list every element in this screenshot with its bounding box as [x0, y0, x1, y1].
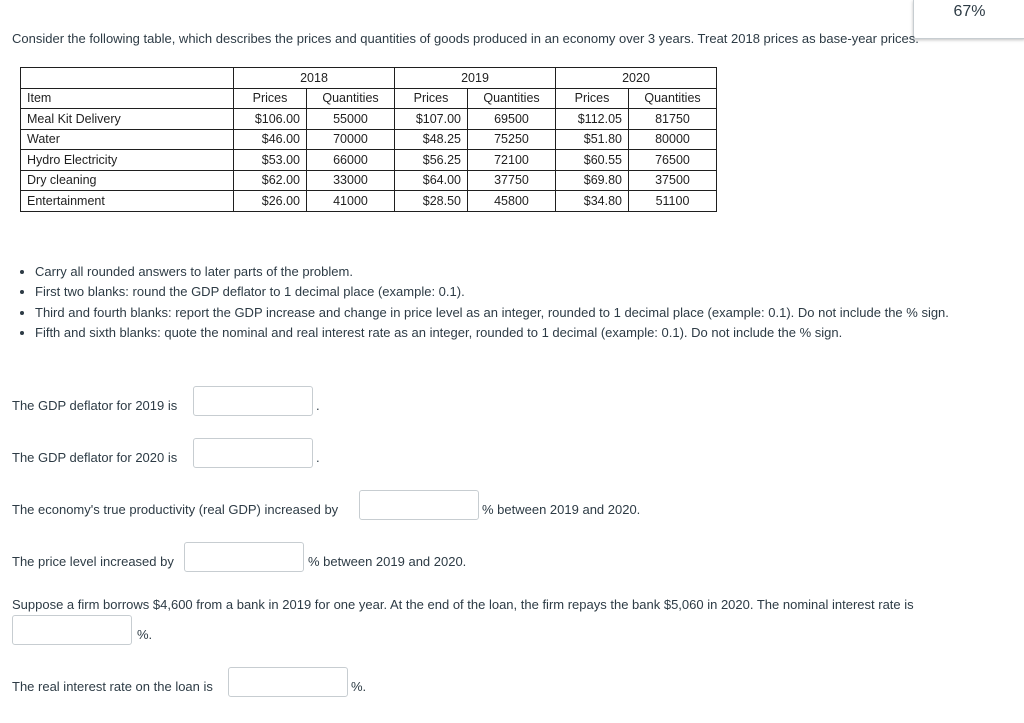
price-cell: $64.00	[395, 170, 468, 191]
price-cell: $62.00	[234, 170, 307, 191]
quantity-cell: 37500	[629, 170, 717, 191]
zoom-level: 67%	[913, 0, 1024, 39]
column-header: Prices	[234, 88, 307, 109]
quantity-cell: 37750	[468, 170, 556, 191]
real-gdp-increase-input[interactable]	[359, 490, 479, 520]
price-cell: $48.25	[395, 129, 468, 150]
item-name: Water	[21, 129, 234, 150]
q1-suffix: .	[316, 398, 320, 413]
quantity-cell: 45800	[468, 191, 556, 212]
instructions-list	[0, 262, 1015, 343]
year-header: 2018	[234, 68, 395, 89]
quantity-cell: 75250	[468, 129, 556, 150]
item-name: Hydro Electricity	[21, 150, 234, 171]
q4-suffix: % between 2019 and 2020.	[308, 554, 467, 569]
q2-label: The GDP deflator for 2020 is	[12, 450, 178, 465]
year-header: 2020	[556, 68, 717, 89]
price-cell: $51.80	[556, 129, 629, 150]
column-header: Prices	[395, 88, 468, 109]
q6-label: The real interest rate on the loan is	[12, 679, 213, 694]
q4-label: The price level increased by	[12, 554, 174, 569]
table-row	[21, 150, 717, 171]
q3-label: The economy's true productivity (real GDP) increased by	[12, 502, 339, 517]
instruction-item: • Fifth and sixth blanks: quote the nominal and real interest rate as an integer, rounded to 1 decimal (example: 0.1). Do not include the % sign.	[35, 323, 1015, 343]
price-cell: $106.00	[234, 109, 307, 130]
table-row	[21, 129, 717, 150]
intro-text: Consider the following table, which describes the prices and quantities of goods produced in an economy over 3 years. Treat 2018 prices as base-year prices.	[12, 31, 919, 46]
quantity-cell: 69500	[468, 109, 556, 130]
nominal-interest-rate-input[interactable]	[12, 615, 132, 645]
column-header: Item	[21, 88, 234, 109]
table-header-row	[21, 88, 717, 109]
q2-suffix: .	[316, 450, 320, 465]
price-cell: $34.80	[556, 191, 629, 212]
instruction-item: • First two blanks: round the GDP deflator to 1 decimal place (example: 0.1).	[35, 282, 1015, 302]
quantity-cell: 66000	[307, 150, 395, 171]
table-row	[21, 191, 717, 212]
price-cell: $60.55	[556, 150, 629, 171]
quantity-cell: 80000	[629, 129, 717, 150]
quantity-cell: 76500	[629, 150, 717, 171]
price-cell: $69.80	[556, 170, 629, 191]
instruction-item: • Carry all rounded answers to later parts of the problem.	[35, 262, 1015, 282]
item-name: Meal Kit Delivery	[21, 109, 234, 130]
price-cell: $112.05	[556, 109, 629, 130]
price-cell: $46.00	[234, 129, 307, 150]
price-cell: $56.25	[395, 150, 468, 171]
column-header: Quantities	[307, 88, 395, 109]
quantity-cell: 55000	[307, 109, 395, 130]
table-year-row	[21, 68, 717, 89]
real-interest-rate-input[interactable]	[228, 667, 348, 697]
column-header: Quantities	[468, 88, 556, 109]
gdp-deflator-2019-input[interactable]	[193, 386, 313, 416]
price-cell: $53.00	[234, 150, 307, 171]
q6-suffix: %.	[351, 679, 367, 694]
q1-label: The GDP deflator for 2019 is	[12, 398, 178, 413]
price-cell: $26.00	[234, 191, 307, 212]
item-name: Entertainment	[21, 191, 234, 212]
instruction-item: • Third and fourth blanks: report the GDP increase and change in price level as an integer, rounded to 1 decimal place (example: 0.1). Do not include the % sign.	[35, 303, 1015, 323]
quantity-cell: 41000	[307, 191, 395, 212]
gdp-deflator-2020-input[interactable]	[193, 438, 313, 468]
column-header: Prices	[556, 88, 629, 109]
quantity-cell: 72100	[468, 150, 556, 171]
quantity-cell: 81750	[629, 109, 717, 130]
price-level-increase-input[interactable]	[184, 542, 304, 572]
quantity-cell: 70000	[307, 129, 395, 150]
q5-suffix: %.	[137, 627, 153, 642]
table-row	[21, 170, 717, 191]
table-row	[21, 109, 717, 130]
year-header: 2019	[395, 68, 556, 89]
column-header: Quantities	[629, 88, 717, 109]
item-name: Dry cleaning	[21, 170, 234, 191]
price-cell: $28.50	[395, 191, 468, 212]
q5-text: Suppose a firm borrows $4,600 from a bank in 2019 for one year. At the end of the loan, the firm repays the bank $5,060 in 2020. The nominal interest rate is	[12, 597, 914, 612]
quantity-cell: 33000	[307, 170, 395, 191]
price-cell: $107.00	[395, 109, 468, 130]
quantity-cell: 51100	[629, 191, 717, 212]
q3-suffix: % between 2019 and 2020.	[482, 502, 641, 517]
data-table	[20, 67, 717, 212]
